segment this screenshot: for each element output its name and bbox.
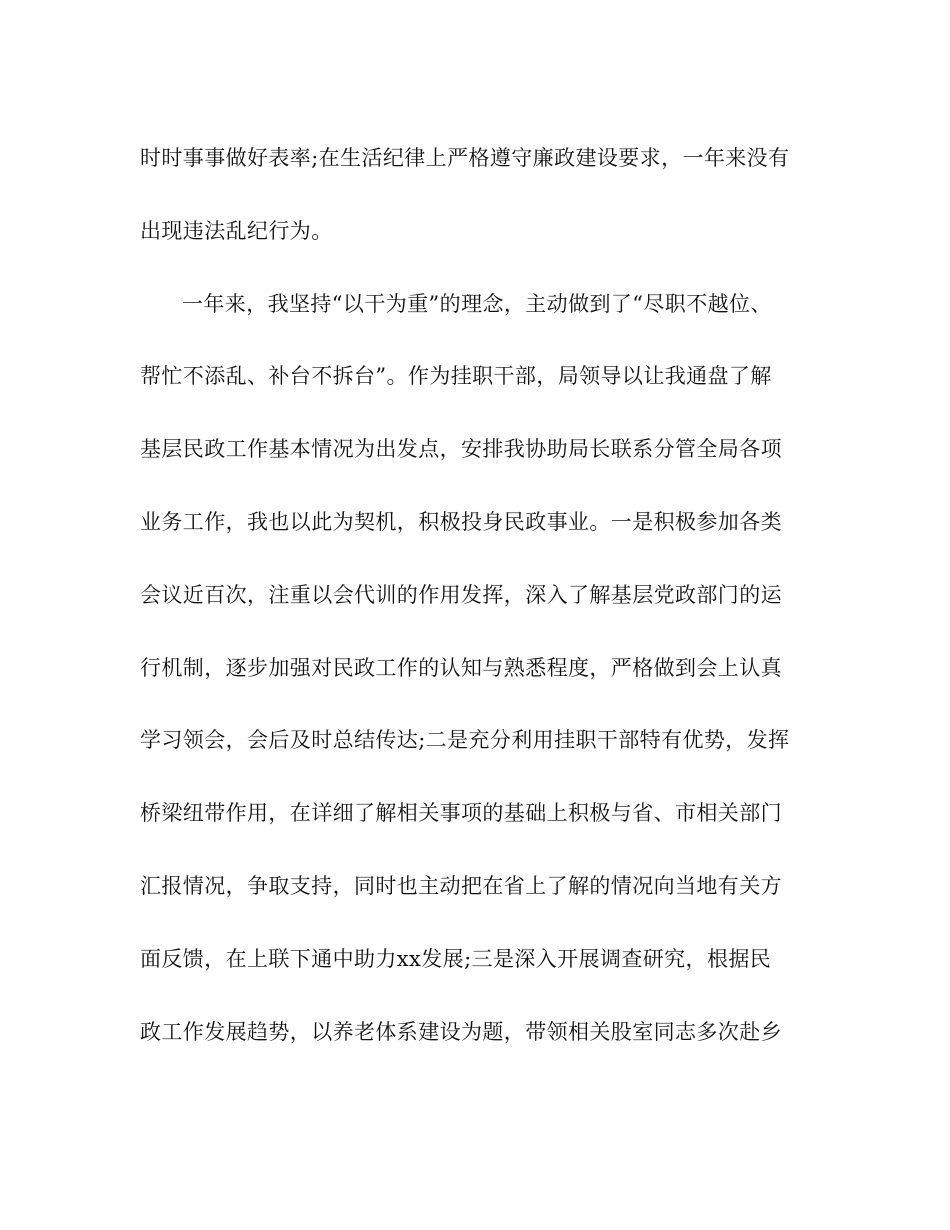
body-text xyxy=(140,140,820,1086)
text-line: 帮忙不添乱、补台不拆台”。作为挂职干部，局领导以让我通盘了解 xyxy=(140,364,772,389)
text-line: 政工作发展趋势，以养老体系建设为题，带领相关股室同志多次赴乡 xyxy=(140,1019,782,1044)
text-line: 面反馈，在上联下通中助力xx发展;三是深入开展调查研究，根据民 xyxy=(140,946,772,971)
text-line: 业务工作，我也以此为契机，积极投身民政事业。一是积极参加各类 xyxy=(140,509,782,534)
text-line: 桥梁纽带作用，在详细了解相关事项的基础上积极与省、市相关部门 xyxy=(140,801,782,826)
text-line: 基层民政工作基本情况为出发点，安排我协助局长联系分管全局各项 xyxy=(140,437,782,462)
text-line: 会议近百次，注重以会代训的作用发挥，深入了解基层党政部门的运 xyxy=(140,582,782,607)
text-line: 出现违法乱纪行为。 xyxy=(140,218,333,243)
paragraph-start-line: 一年来，我坚持“以干为重”的理念，主动做到了“尽职不越位、 xyxy=(182,291,772,316)
text-line: 行机制，逐步加强对民政工作的认知与熟悉程度，严格做到会上认真 xyxy=(140,655,782,680)
text-line: 汇报情况，争取支持，同时也主动把在省上了解的情况向当地有关方 xyxy=(140,873,782,898)
text-line: 学习领会，会后及时总结传达;二是充分利用挂职干部特有优势，发挥 xyxy=(140,728,790,753)
text-line: 时时事事做好表率;在生活纪律上严格遵守廉政建设要求，一年来没有 xyxy=(140,146,790,170)
